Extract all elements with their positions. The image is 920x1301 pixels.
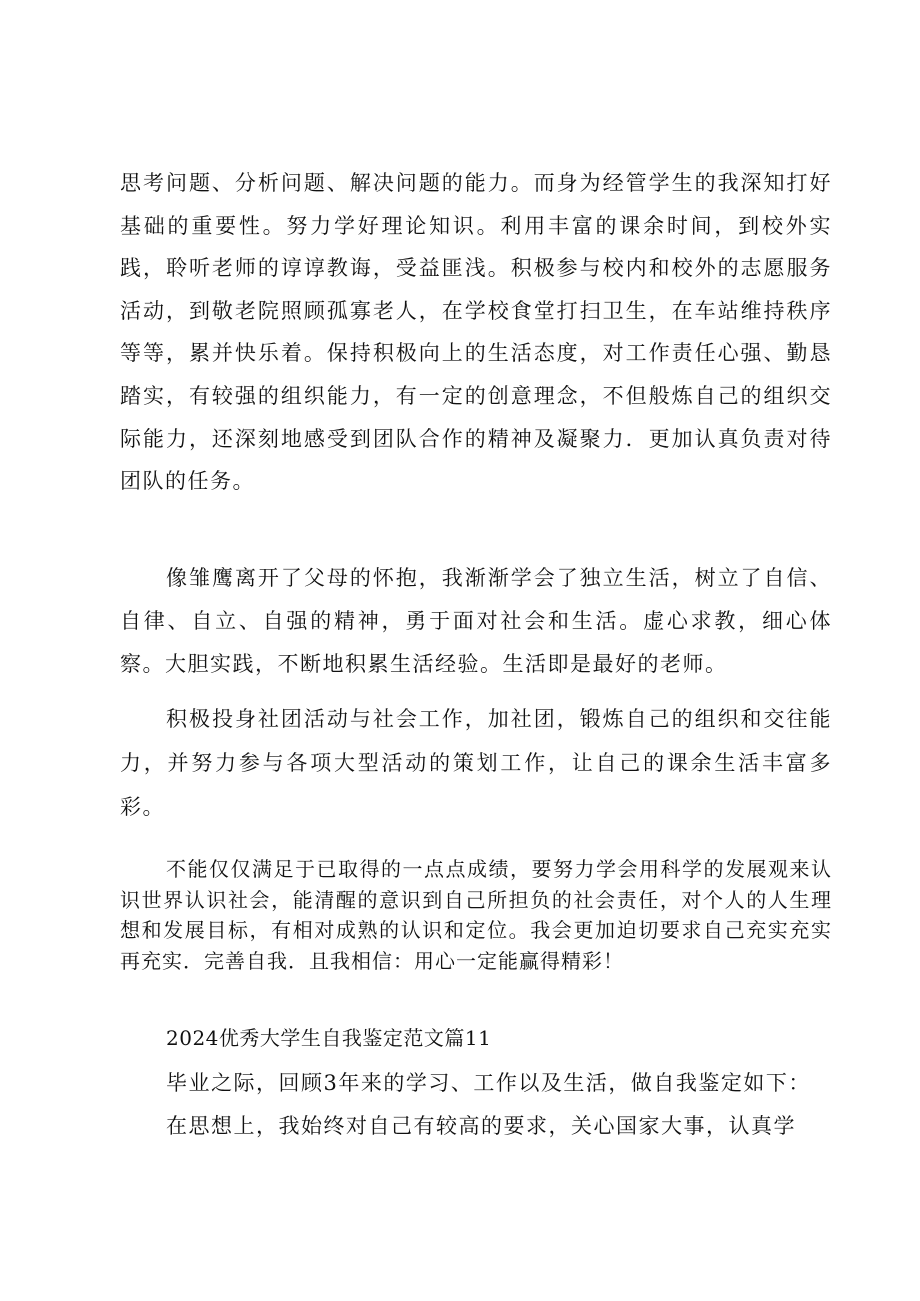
paragraph-club-activities: 积极投身社团活动与社会工作，加社团，锻炼自己的组织和交往能力，并努力参与各项大型活动的策划工作，让自己的课余生活丰富多彩。	[120, 707, 832, 819]
paragraph-future-goals: 不能仅仅满足于已取得的一点点成绩，要努力学会用科学的发展观来认识世界认识社会，能清醒的意识到自己所担负的社会责任，对个人的人生理想和发展目标，有相对成熟的认识和定位。我会更加迫切要求自己充实充实再充实．完善自我．且我相信：用心一定能赢得精彩！	[120, 857, 832, 973]
paragraph-self-assessment-skills: 思考问题、分析问题、解决问题的能力。而身为经管学生的我深知打好基础的重要性。努力学好理论知识。利用丰富的课余时间，到校外实践，聆听老师的谆谆教诲，受益匪浅。积极参与校内和校外的志愿服务活动，到敬老院照顾孤寡老人，在学校食堂打扫卫生，在车站维持秩序等等，累并快乐着。保持积极向上的生活态度，对工作责任心强、勤恳踏实，有较强的组织能力，有一定的创意理念，不但般炼自己的组织交际能力，还深刻地感受到团队合作的精神及凝聚力．更加认真负责对待团队的任务。	[120, 171, 832, 494]
section-heading: 2024优秀大学生自我鉴定范文篇11	[166, 1026, 492, 1050]
paragraph-independence: 像雏鹰离开了父母的怀抱，我渐渐学会了独立生活，树立了自信、自律、自立、自强的精神，勇于面对社会和生活。虚心求教，细心体察。大胆实践，不断地积累生活经验。生活即是最好的老师。	[120, 566, 832, 676]
thought-line: 在思想上，我始终对自己有较高的要求，关心国家大事，认真学	[166, 1114, 796, 1138]
intro-line: 毕业之际，回顾3年来的学习、工作以及生活，做自我鉴定如下：	[166, 1071, 811, 1095]
